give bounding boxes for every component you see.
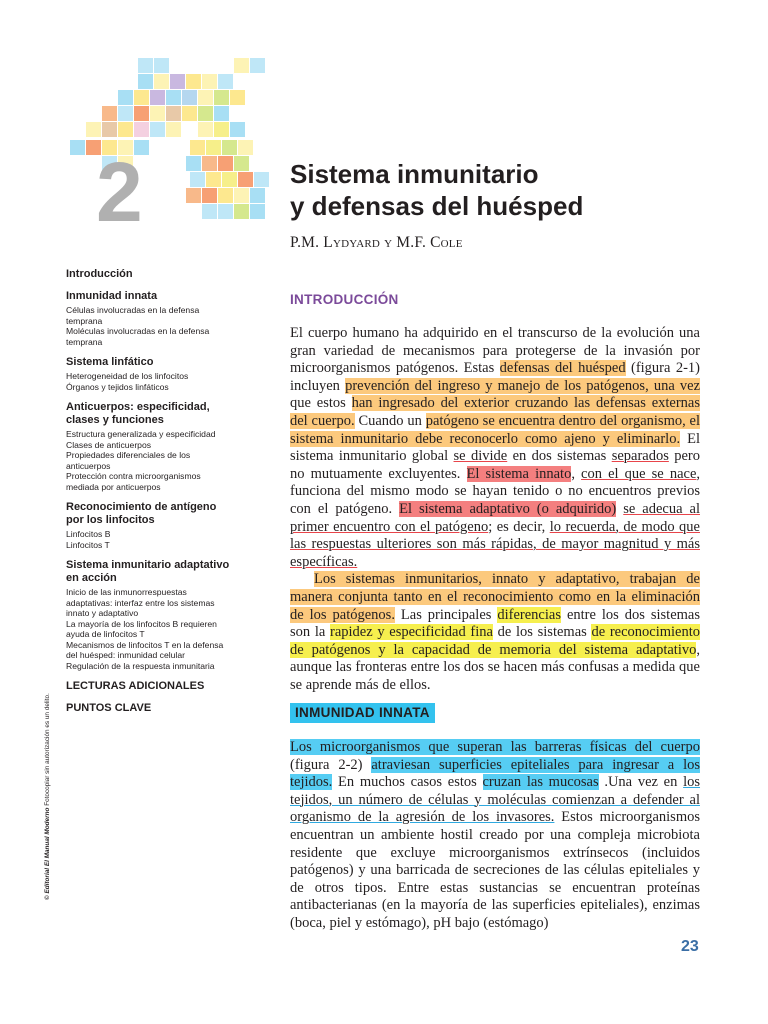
highlighted-text: se adecua al primer encuentro con el patógeno — [290, 500, 700, 535]
mosaic-tile — [234, 58, 249, 73]
text-run: de los sistemas — [492, 624, 592, 641]
highlighted-text: con el que se nace — [581, 465, 697, 482]
mosaic-tile — [166, 106, 181, 121]
mosaic-tile — [238, 140, 253, 155]
mosaic-tile — [150, 106, 165, 121]
mosaic-tile — [138, 74, 153, 89]
copyright-warning: Fotocopiar sin autorización es un delito. — [44, 693, 51, 806]
mosaic-tile — [234, 156, 249, 171]
text-run: , — [571, 465, 582, 482]
toc-subitem: Linfocitos T — [66, 539, 110, 550]
mosaic-tile — [202, 156, 217, 171]
mosaic-tile — [182, 90, 197, 105]
chapter-authors: P.M. Lydyard y M.F. Cole — [290, 234, 463, 251]
highlighted-text: de reconocimiento de patógenos y la capacidad de memoria del sistema adaptativo — [290, 624, 701, 658]
mosaic-tile — [230, 90, 245, 105]
mosaic-tile — [202, 74, 217, 89]
toc-subitem: Linfocitos B — [66, 529, 111, 539]
highlighted-text: prevención del ingreso y manejo de los patógenos, una vez — [345, 377, 700, 394]
mosaic-tile — [254, 172, 269, 187]
toc-heading: Sistema inmunitario adaptativo en acción — [66, 559, 230, 584]
intro-body — [290, 325, 700, 694]
mosaic-tile — [250, 58, 265, 73]
paragraph — [290, 571, 700, 694]
chapter-title-line1: Sistema inmunitario — [290, 159, 539, 189]
highlighted-text: atraviesan superficies epiteliales para ingresar a los tejidos. — [290, 756, 701, 791]
mosaic-tile — [154, 74, 169, 89]
mosaic-tile — [170, 74, 185, 89]
mosaic-tile — [118, 122, 133, 137]
mosaic-tile — [206, 140, 221, 155]
highlighted-text: El sistema adaptativo (o adquirido) — [399, 500, 617, 517]
text-run: (figura 2-2) — [290, 756, 372, 773]
text-run: en dos sistemas — [507, 448, 612, 465]
mosaic-tile — [214, 90, 229, 105]
text-run: pero no mutuamente excluyentes. — [290, 448, 700, 482]
highlighted-text: Los sistemas inmunitarios, innato y adaptativo, trabajan de manera conjunta tanto en el reconocimiento como en la eliminación de los patógenos. — [290, 571, 700, 623]
toc-subitem: Heterogeneidad de los linfocitos — [66, 371, 189, 381]
mosaic-tile — [198, 106, 213, 121]
mosaic-tile — [190, 140, 205, 155]
mosaic-tile — [234, 188, 249, 203]
text-run: .Una vez en — [598, 774, 684, 791]
mosaic-tile — [218, 156, 233, 171]
mosaic-tile — [186, 156, 201, 171]
mosaic-tile — [134, 90, 149, 105]
toc-subitem: Propiedades diferenciales de los anticuerpos — [66, 450, 191, 471]
mosaic-tile — [118, 90, 133, 105]
text-run: Cuando un — [354, 412, 426, 429]
chapter-contents-list — [66, 268, 232, 715]
mosaic-tile — [206, 172, 221, 187]
highlighted-text: han ingresado del exterior cruzando las defensas externas del cuerpo. — [290, 395, 700, 429]
mosaic-tile — [150, 90, 165, 105]
toc-subitem: La mayoría de los linfocitos B requieren ayuda de linfocitos T — [66, 618, 217, 639]
section-heading-inmunidad-innata: INMUNIDAD INNATA — [290, 703, 435, 723]
mosaic-tile — [218, 188, 233, 203]
text-run: , aunque las fronteras entre los dos se hacen más confusas a medida que se aprende más de ellos. — [290, 641, 700, 693]
chapter-number: 2 — [96, 145, 141, 239]
mosaic-tile — [222, 172, 237, 187]
highlighted-text: cruzan las mucosas — [482, 774, 599, 791]
highlighted-text: patógeno se encuentra dentro del organismo, el — [425, 412, 701, 429]
toc-subitem: Órganos y tejidos linfáticos — [66, 381, 169, 392]
mosaic-tile — [198, 90, 213, 105]
page-number: 23 — [681, 938, 699, 955]
toc-subitem: Protección contra microorganismos mediada por anticuerpos — [66, 471, 201, 492]
text-run: El cuerpo humano ha adquirido en el transcurso de la evolución una gran variedad de mecanismos para protegerse de la invasión por microorganismos patógenos. Estas — [290, 325, 700, 377]
chapter-title-line2: y defensas del huésped — [290, 191, 584, 221]
mosaic-tile — [186, 188, 201, 203]
copyright-publisher: © Editorial El Manual Moderno — [44, 807, 51, 900]
paragraph — [290, 325, 700, 571]
toc-subitem: Clases de anticuerpos — [66, 439, 152, 450]
mosaic-tile — [234, 204, 249, 219]
highlighted-text: El sistema innato — [466, 465, 572, 482]
mosaic-tile — [150, 122, 165, 137]
mosaic-tile — [166, 122, 181, 137]
mosaic-tile — [214, 106, 229, 121]
section-heading-introduccion: INTRODUCCIÓN — [290, 292, 399, 307]
toc-subitem: Regulación de la respuesta inmunitaria — [66, 660, 215, 671]
toc-subitem: Estructura generalizada y especificidad — [66, 429, 216, 439]
highlighted-text: sistema inmunitario debe reconocerlo como ajeno y eliminarlo. — [290, 430, 681, 447]
mosaic-tile — [190, 172, 205, 187]
text-run: El sistema inmunitario global — [290, 430, 700, 465]
text-run: En muchos casos estos — [332, 774, 483, 791]
toc-heading: Sistema linfático — [66, 356, 154, 368]
mosaic-tile — [230, 122, 245, 137]
highlighted-text: se divide — [453, 448, 508, 465]
text-run: Las principales — [394, 606, 498, 623]
mosaic-tile — [202, 188, 217, 203]
toc-heading: Anticuerpos: especificidad, clases y funciones — [66, 401, 210, 426]
mosaic-tile — [134, 106, 149, 121]
mosaic-tile — [250, 204, 265, 219]
mosaic-tile — [198, 122, 213, 137]
mosaic-tile — [154, 58, 169, 73]
highlighted-text: separados — [611, 448, 669, 465]
mosaic-tile — [202, 204, 217, 219]
toc-heading: LECTURAS ADICIONALES — [66, 680, 205, 692]
toc-subitem: Inicio de las inmunorrespuestas adaptativas: interfaz entre los sistemas innato y adaptativo — [66, 587, 215, 618]
mosaic-tile — [102, 122, 117, 137]
toc-heading: PUNTOS CLAVE — [66, 702, 152, 714]
toc-heading: Introducción — [66, 268, 133, 280]
text-run: ; es decir, — [488, 518, 550, 535]
highlighted-text: rapidez y especificidad fina — [329, 624, 493, 641]
toc-heading: Reconocimiento de antígeno por los linfocitos — [66, 501, 217, 526]
text-run: que estos — [290, 395, 352, 412]
highlighted-text: los tejidos, un número de células y moléculas comienzan a defender al organismo de la agresión de los invasores. — [290, 774, 701, 826]
mosaic-tile — [250, 188, 265, 203]
toc-subitem: Moléculas involucradas en la defensa temprana — [66, 326, 210, 347]
mosaic-tile — [218, 204, 233, 219]
highlighted-text: defensas del huésped — [499, 360, 626, 377]
toc-subitem: Mecanismos de linfocitos T en la defensa del huésped: inmunidad celular — [66, 639, 224, 660]
copyright-note — [44, 693, 51, 900]
highlighted-text: Los microorganismos que superan las barreras físicas del cuerpo — [290, 739, 700, 755]
mosaic-tile — [134, 122, 149, 137]
toc-heading: Inmunidad innata — [66, 290, 158, 302]
highlighted-text: diferencias — [497, 606, 561, 623]
mosaic-tile — [186, 74, 201, 89]
mosaic-tile — [102, 106, 117, 121]
text-run: , funciona del mismo modo se hayan tenido o no encuentros previos con el patógeno. — [290, 465, 701, 517]
chapter-mosaic-graphic — [0, 0, 290, 240]
text-run: (figura 2-1) incluyen — [290, 360, 700, 394]
text-run: Estos microorganismos encuentran un ambiente hostil creado por una compleja microbiota residente que excluye microorganismos extrínsecos (incluidos patógenos) y una barricada de secreciones de las células epiteliales y de otros tipos. Entre estas sustancias se encuentran proteínas antibacterianas (en la mayoría de las superficies epiteliales), enzimas (boca, piel y estómago), pH bajo (estómago) — [290, 809, 700, 931]
mosaic-tile — [86, 122, 101, 137]
mosaic-tile — [214, 122, 229, 137]
highlighted-text: lo recuerda, de modo que las respuestas ulteriores son más rápidas, de mayor magnitud y más específicas. — [290, 518, 700, 570]
mosaic-tile — [238, 172, 253, 187]
paragraph — [290, 739, 700, 933]
mosaic-tile — [222, 140, 237, 155]
mosaic-tile — [166, 90, 181, 105]
mosaic-tile — [218, 74, 233, 89]
mosaic-tile — [70, 140, 85, 155]
mosaic-tile — [118, 106, 133, 121]
innata-body — [290, 739, 700, 933]
toc-subitem: Células involucradas en la defensa temprana — [66, 305, 200, 326]
mosaic-tile — [182, 106, 197, 121]
chapter-title — [290, 158, 583, 222]
mosaic-tile — [138, 58, 153, 73]
text-run: entre los dos sistemas son la — [290, 606, 700, 641]
